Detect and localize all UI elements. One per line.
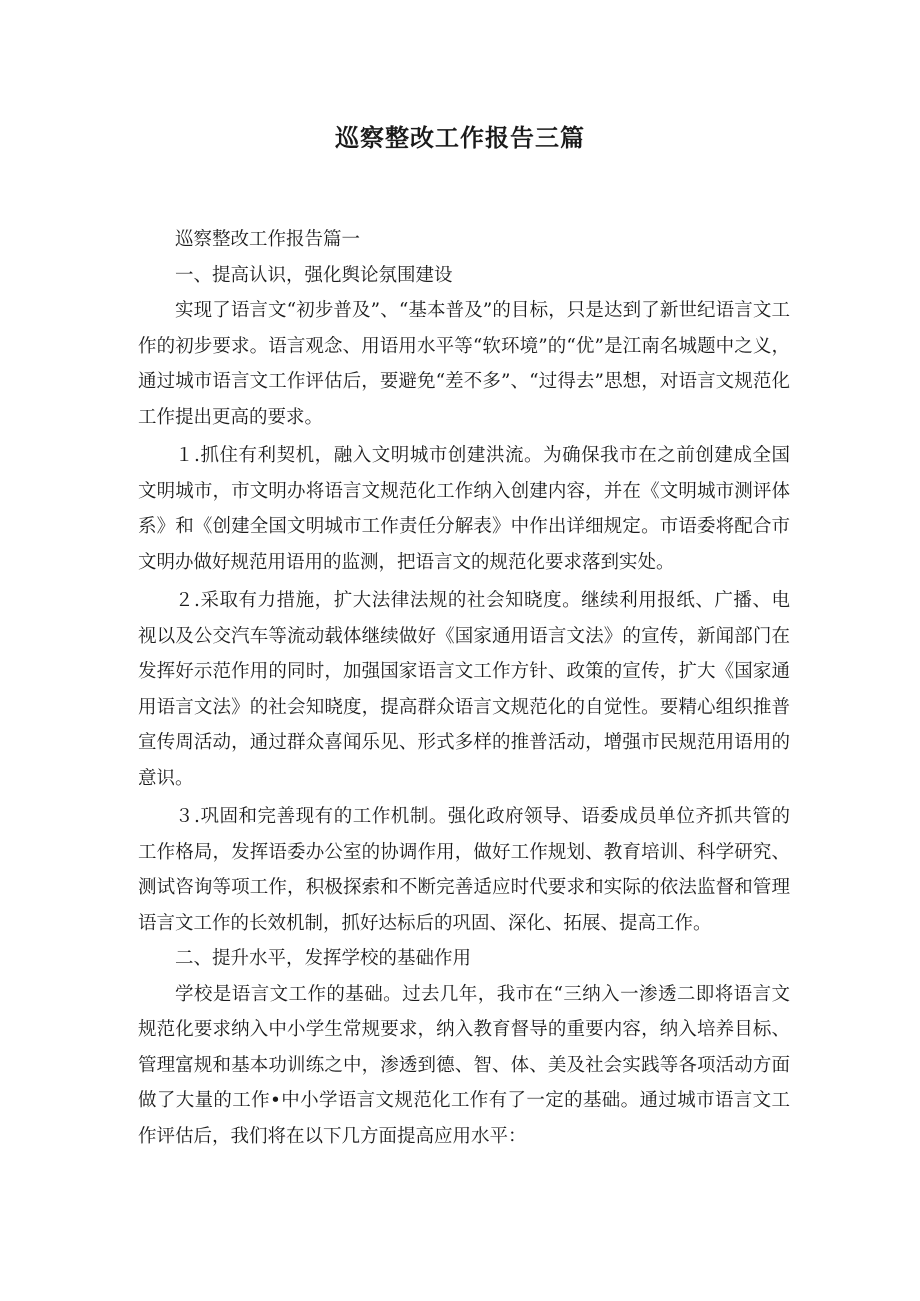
section-2-intro-paragraph: 学校是语言文工作的基础。过去几年，我市在“三纳入一渗透二即将语言文规范化要求纳入中小学生常规要求，纳入教育督导的重要内容，纳入培养目标、管理富规和基本功训练之中，渗透到德、智、体、美及社会实践等各项活动方面做了大量的工作•中小学语言文规范化工作有了一定的基础。通过城市语言文工作评估后，我们将在以下几方面提高应用水平： [138, 983, 790, 1147]
section-1-intro-paragraph: 实现了语言文“初步普及”、“基本普及”的目标，只是达到了新世纪语言文工作的初步要求。语言观念、用语用水平等“软环境”的“优”是江南名城题中之义，通过城市语言文工作评估后，要避免“差不多”、“过得去”思想，对语言文规范化工作提出更高的要求。 [138, 300, 790, 428]
document-body [138, 222, 790, 1154]
item-3-paragraph: ３.巩固和完善现有的工作机制。强化政府领导、语委成员单位齐抓共管的工作格局，发挥语委办公室的协调作用，做好工作规划、教育培训、科学研究、测试咨询等项工作，积极探索和不断完善适应时代要求和实际的依法监督和管理语言文工作的长效机制，抓好达标后的巩固、深化、拓展、提高工作。 [138, 806, 790, 934]
item-2-paragraph: ２.采取有力措施，扩大法律法规的社会知晓度。继续利用报纸、广播、电视以及公交汽车等流动载体继续做好《国家通用语言文法》的宣传，新闻部门在发挥好示范作用的同时，加强国家语言文工作方针、政策的宣传，扩大《国家通用语言文法》的社会知晓度，提高群众语言文规范化的自觉性。要精心组织推普宣传周活动，通过群众喜闻乐见、形式多样的推普活动，增强市民规范用语用的意识。 [138, 590, 790, 789]
document-title: 巡察整改工作报告三篇 [335, 124, 585, 152]
section-1-heading: 一、提高认识，强化舆论氛围建设 [175, 264, 453, 286]
section-2-heading: 二、提升水平，发挥学校的基础作用 [175, 948, 472, 969]
report-label: 巡察整改工作报告篇一 [175, 229, 361, 250]
item-1-paragraph: １.抓住有利契机，融入文明城市创建洪流。为确保我市在之前创建成全国文明城市，市文明办将语言文规范化工作纳入创建内容，并在《文明城市测评体系》和《创建全国文明城市工作责任分解表》中作出详细规定。市语委将配合市文明办做好规范用语用的监测，把语言文的规范化要求落到实处。 [138, 445, 790, 573]
